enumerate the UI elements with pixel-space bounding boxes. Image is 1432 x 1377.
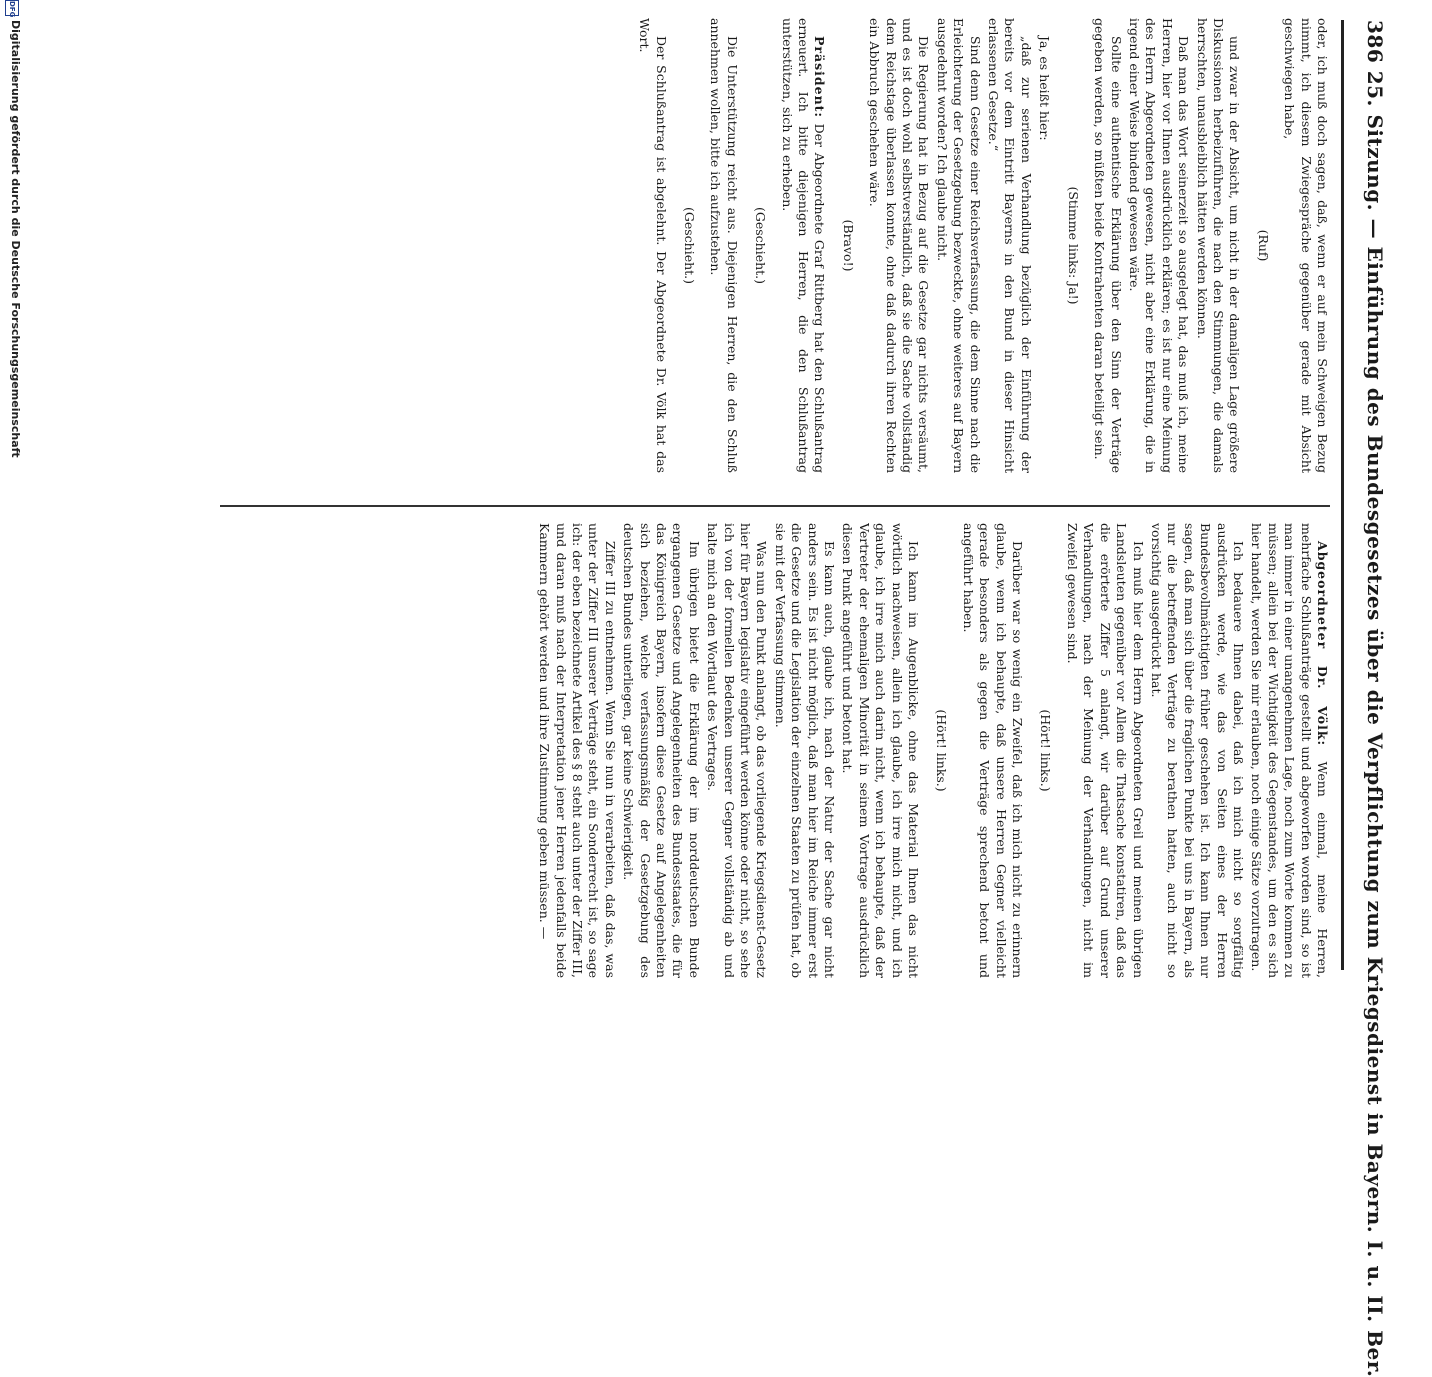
- quotation: „daß zur serienen Verhandlung bezüglich der Einführung der bereits vor dem Eintritt Bayerns in den Bund in dieser Hinsicht erlassenen Gesetze.“: [986, 18, 1034, 473]
- column-divider: [220, 505, 1330, 507]
- speaker-label: Präsident:: [812, 36, 828, 119]
- paragraph: Die Regierung hat in Bezug auf die Gesetze gar nichts versäumt, und es ist doch wohl selbstverständlich, daß sie die Sache vollständig dem Reichstage überlassen konnte, ohne daß dadurch ihren Rechten ein Abbruch geschehen wäre.: [867, 18, 932, 473]
- paragraph: oder, ich muß doch sagen, daß, wenn er auf mein Schweigen Bezug nimmt, ich diesem Zwiegespräche gegenüber gerade mit Absicht geschwiegen habe,: [1282, 18, 1330, 473]
- speech-text: Der Abgeordnete Graf Rittberg hat den Schlußantrag erneuert. Ich bitte diejenigen Herren, die den Schlußantrag unterstützen, sich zu erheben.: [779, 18, 828, 473]
- paragraph: und zwar in der Absicht, um nicht in der damaligen Lage größere Diskussionen herbeizuführen, die nach den Stimmungen, die damals herrschten, unausbleiblich hätten werden können.: [1194, 18, 1243, 473]
- paragraph: Ich muß hier dem Herrn Abgeordneten Greil und meinen übrigen Landsleuten gegenüber vor Allem die Thatsache konstatiren, daß das die erörterte Ziffer 5 anlangt, wir darüber auf Grund unserer Verhandlungen, nach der Meinung der Verhandlungen, nicht im Zweifel gewesen sind.: [1064, 523, 1146, 978]
- paragraph: Ich bedauere Ihnen dabei, daß ich mich nicht so sorgfältig ausdrücken werde, wie das von Seiten eines der Herren Bundesbevollmächtigten früher geschehen ist. Ich kann Ihnen nur sagen, daß man sich über die fraglichen Punkte bei uns in Bayern, als nur die betreffenden Verträge zu berathen hatten, auch nicht so vorsichtig ausgedrückt hat.: [1148, 523, 1246, 978]
- stage-direction: (Hört! links.): [934, 709, 950, 792]
- left-column: [130, 18, 1330, 473]
- paragraph: Die Unterstützung reicht aus. Diejenigen Herren, die den Schluß annehmen wollen, bitte ich aufzustehen.: [708, 18, 740, 473]
- stage-direction: (Hört! links.): [1038, 709, 1054, 792]
- stage-direction: (Geschieht.): [753, 206, 769, 285]
- right-column: [210, 523, 1330, 978]
- page-header: 386 25. Sitzung. — Einführung des Bundesgesetzes über die Verpflichtung zum Kriegsdienst in Bayern. I. u. II. Ber.: [1363, 20, 1387, 1377]
- stage-direction: (Ruf): [1255, 229, 1271, 262]
- paragraph: Daß man das Wort seinerzeit so ausgelegt hat, das muß ich, meine Herren, hier vor Ihnen ausdrücklich erklären; es ist nur eine Meinung des Herrn Abgeordneten gewesen, nicht aber eine Erklärung, die in irgend einer Weise bindend gewesen wäre.: [1126, 18, 1192, 473]
- speech-text: Wenn einmal, meine Herren, mehrfache Schlußanträge gestellt und abgeworfen worden sind, so ist man immer in einer unangenehmen Lage, noch zum Worte kommen zu müssen; allein bei der Wichtigkeit des Gegenstandes, um den es sich hier handelt, werden Sie mir erlauben, noch einige Sätze vorzutragen.: [1249, 523, 1330, 978]
- paragraph: Sind denn Gesetze einer Reichsverfassung, die dem Sinne nach die Erleichterung der Gesetzgebung bezweckte, ohne weiteres auf Bayern ausgedehnt worden? Ich glaube nicht.: [934, 18, 983, 473]
- stage-direction: (Stimme links: Ja!): [1065, 186, 1081, 305]
- paragraph: Ziffer III zu entnehmen. Wenn Sie nun in verarbeiten, daß das, was unter der Ziffer III unserer Verträge steht, ein Sonderrecht ist, so sage ich: der eben bezeichnete Artikel des § 8 steht auch unter der Ziffer III, und daran muß nach der Interpretation jener Herren jedenfalls beide Kammern gehört werden und ihre Zustimmung geben müssen. —: [537, 523, 618, 978]
- paragraph: Was nun den Punkt anlangt, ob das vorliegende Kriegsdienst-Gesetz hier für Bayern legislativ eingeführt werden könne oder nicht, so sehe ich von der formellen Bedenken unserer Gegner vollständig ab und halte mich an den Wortlaut des Vertrages.: [705, 523, 770, 978]
- paragraph: Im übrigen bietet die Erklärung der im norddeutschen Bunde ergangenen Gesetze und Angelegenheiten des Bundesstaates, die für das Königreich Bayern, insofern diese Gesetze auf Angelegenheiten sich beziehen, welche verfassungsmäßig der Gesetzgebung des deutschen Bundes unterliegen, gar keine Schwierigkeit.: [621, 523, 702, 978]
- stage-direction: (Geschieht.): [682, 206, 697, 285]
- speaker-paragraph: [1248, 523, 1330, 978]
- dfg-logo: DFG: [5, 0, 19, 16]
- stage-direction: (Bravo!): [840, 219, 856, 272]
- digitization-credit: Digitalisierung gefördert durch die Deutsche Forschungsgemeinschaft: [9, 20, 22, 458]
- paragraph: Darüber war so wenig ein Zweifel, daß ich mich nicht zu erinnern glaube, wenn ich behaupte, daß unsere Herren Gegner vielleicht gerade besonders als gegen die Verträge sprechend betont und angeführt haben.: [960, 523, 1026, 978]
- speaker-label: Abgeordneter Dr. Völk:: [1315, 541, 1330, 747]
- paragraph: Der Schlußantrag ist abgelehnt. Der Abgeordnete Dr. Völk hat das Wort.: [637, 18, 669, 473]
- quote-intro: Ja, es heißt hier:: [1037, 36, 1053, 141]
- paragraph: Ich kann im Augenblicke, ohne das Material Ihnen das nicht wörtlich nachweisen, allein ich glaube, ich irre mich nicht, und ich glaube, ich irre mich auch darin nicht, wenn ich behaupte, daß der Vertreter der ehemaligen Minorität in seinem Vortrage ausdrücklich diesen Punkt angeführt und betont hat.: [840, 523, 922, 978]
- header-rule: [1341, 20, 1344, 970]
- paragraph: Sollte eine authentische Erklärung über den Sinn der Verträge gegeben werden, so müßten beide Kontrahenten daran beteiligt sein.: [1092, 18, 1124, 473]
- president-speech: [778, 18, 827, 473]
- paragraph: Es kann auch, glaube ich, nach der Natur der Sache gar nicht anders sein. Es ist nicht möglich, daß man hier im Reiche immer erst die Gesetze und die Legislation der einzelnen Staaten zu prüfen hat, ob sie mit der Verfassung stimmen.: [772, 523, 838, 978]
